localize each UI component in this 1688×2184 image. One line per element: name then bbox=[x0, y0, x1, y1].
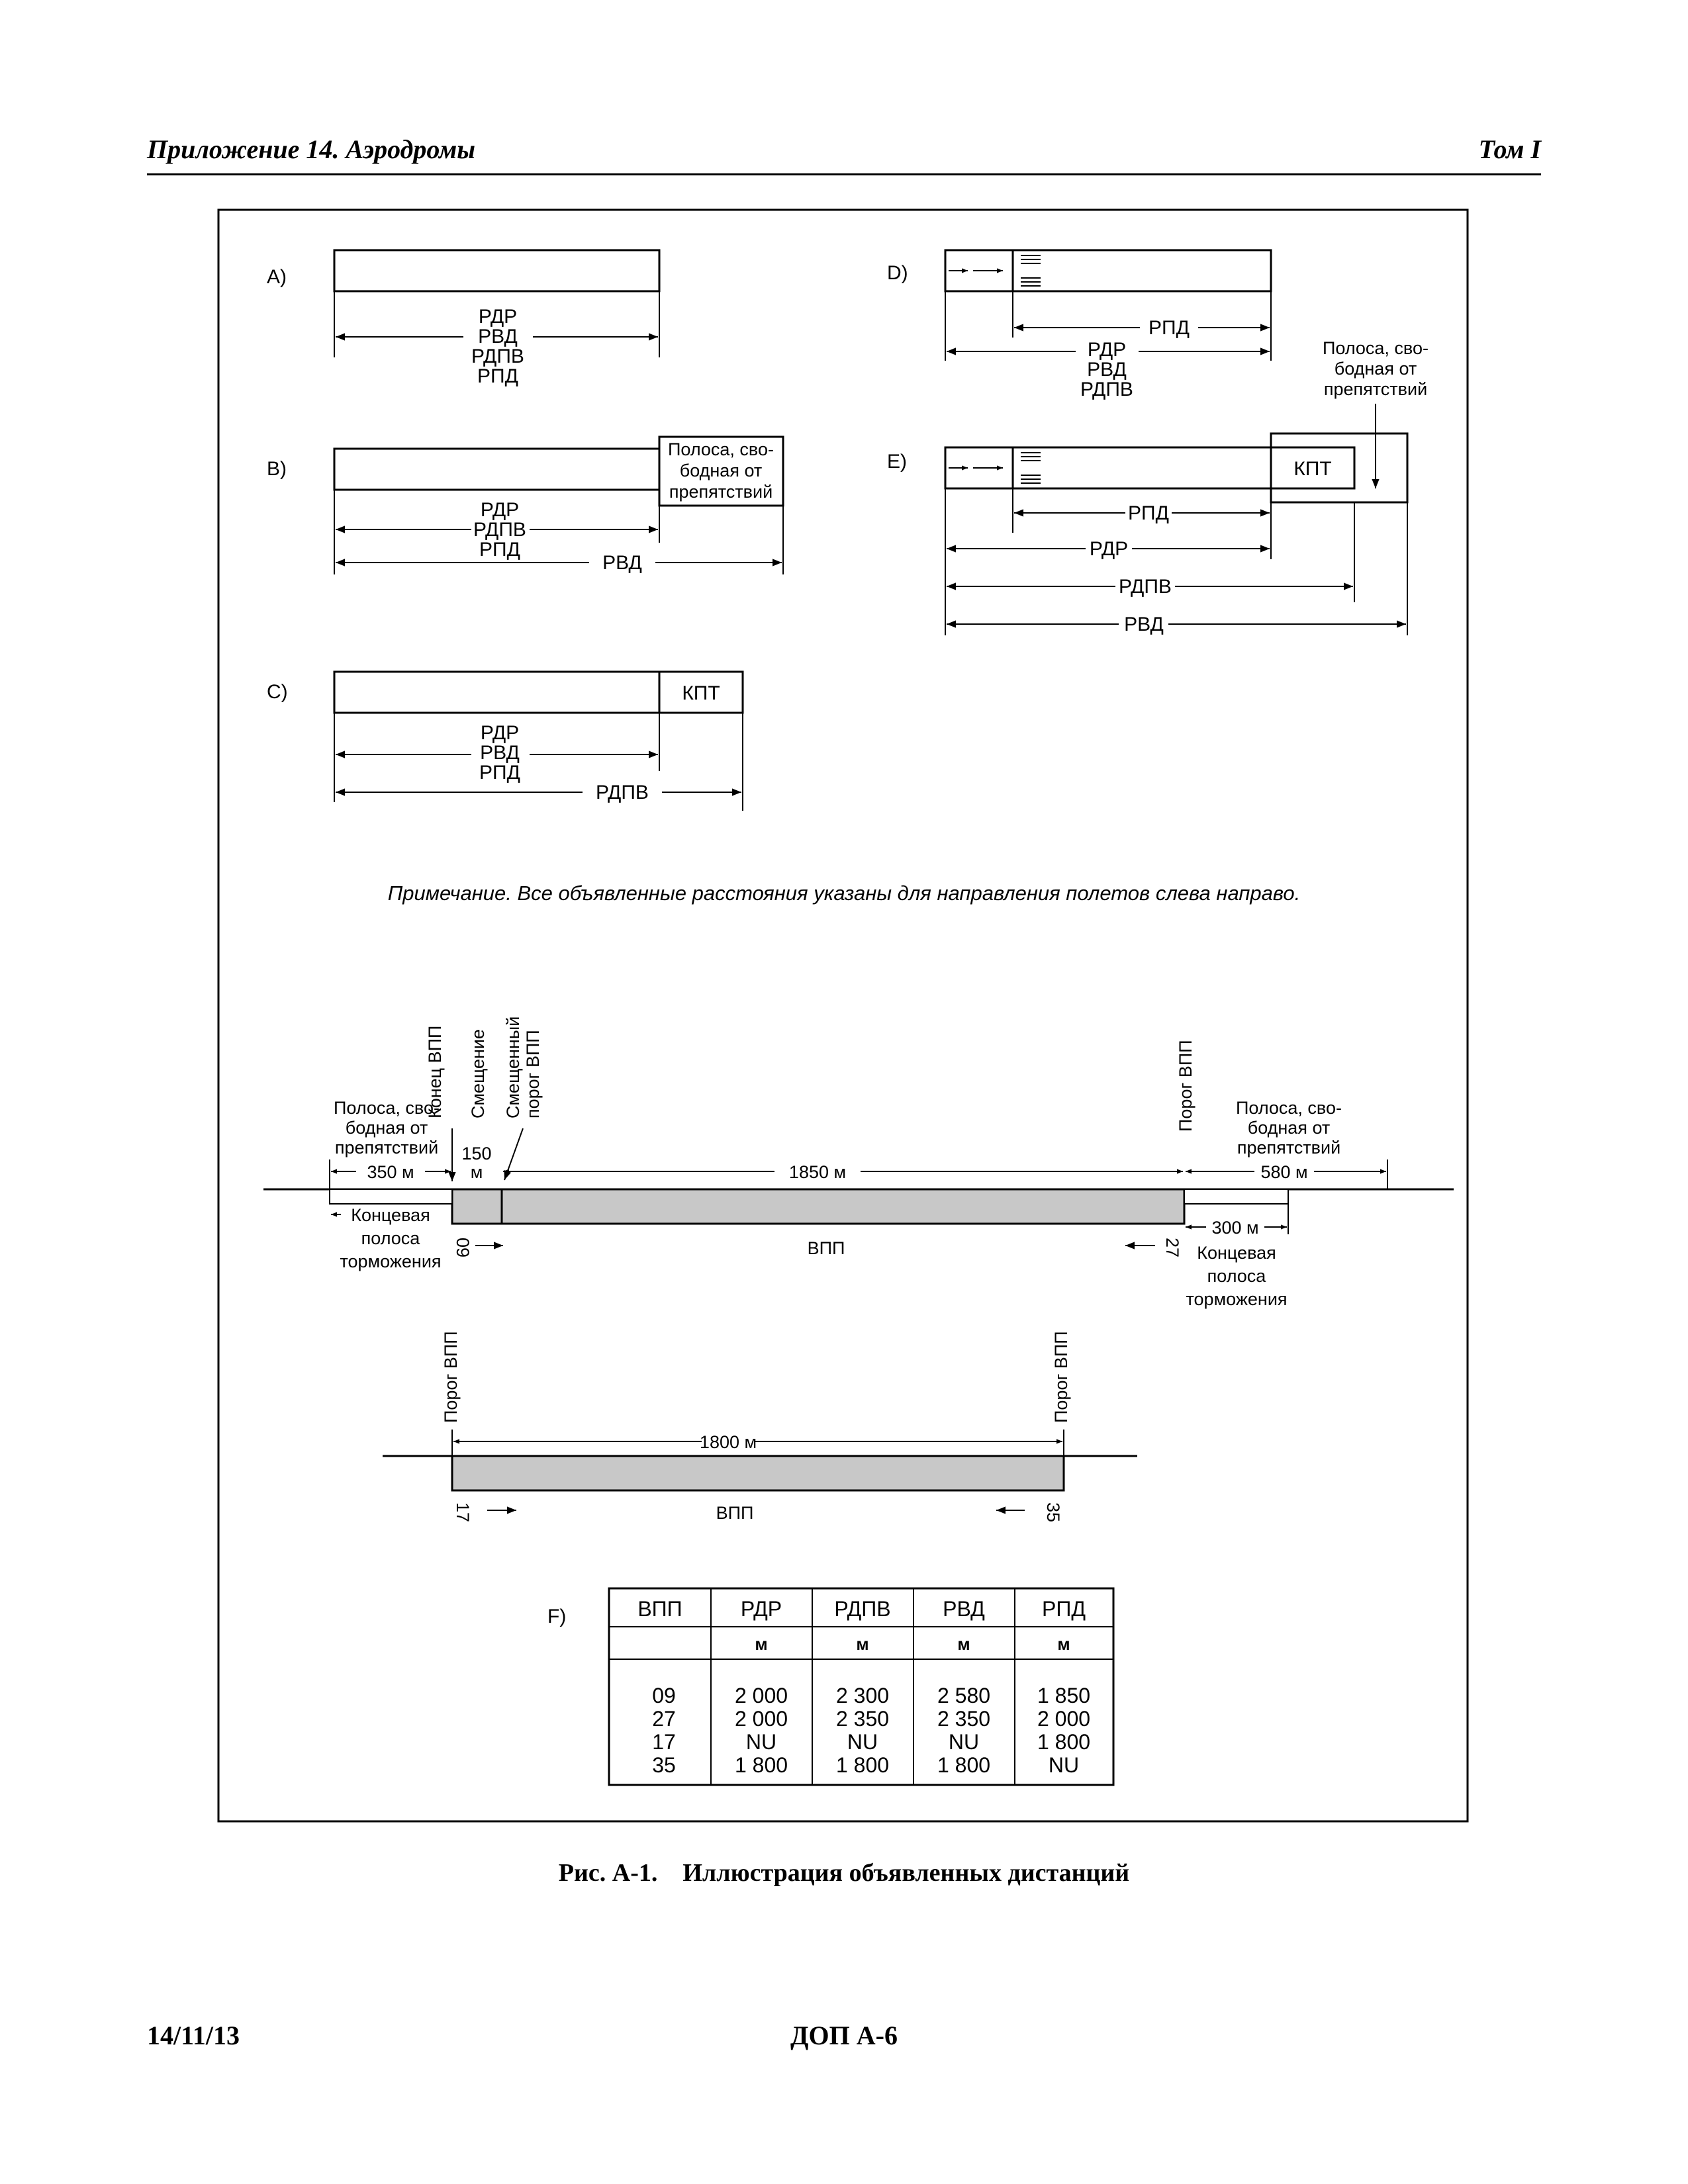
table-cell: 17 bbox=[652, 1730, 676, 1754]
table-cell: 1 800 bbox=[835, 1753, 890, 1777]
declared-distances-table bbox=[547, 1588, 1113, 1785]
panel-a-label: РПД bbox=[477, 365, 518, 387]
figure-note: Примечание. Все объявленные расстояния указаны для направления полетов слева направо. bbox=[387, 882, 1301, 905]
table-cell: 2 350 bbox=[835, 1707, 890, 1731]
table-unit: м bbox=[957, 1634, 970, 1654]
panel-a-label: РДР bbox=[478, 306, 518, 328]
table-header: РДПВ bbox=[834, 1597, 891, 1621]
panel-c bbox=[267, 672, 743, 811]
panel-c-stopway-label: КПТ bbox=[682, 682, 720, 704]
clearway-left-length: 350 м bbox=[367, 1162, 414, 1182]
table-header: РПД bbox=[1041, 1597, 1086, 1621]
table-cell: 1 800 bbox=[1037, 1730, 1091, 1754]
panel-c-label: РВД bbox=[480, 742, 520, 764]
stopway-left-text: Концевая bbox=[351, 1205, 430, 1225]
panel-d-label: РВД bbox=[1087, 359, 1127, 381]
panel-d-letter: D) bbox=[887, 262, 908, 284]
panel-a-label: РДПВ bbox=[471, 345, 524, 367]
table-header: РДР bbox=[740, 1597, 782, 1621]
runway-end-label: Конец ВПП bbox=[425, 1025, 445, 1118]
table-row bbox=[652, 1707, 1090, 1731]
stopway-right-text: полоса bbox=[1207, 1266, 1266, 1286]
runway-09-27-length: 1850 м bbox=[788, 1162, 847, 1182]
panel-d bbox=[887, 250, 1271, 400]
panel-c-rdpv: РДПВ bbox=[596, 782, 649, 803]
footer-date: 14/11/13 bbox=[147, 2021, 240, 2050]
panel-a-letter: A) bbox=[267, 266, 287, 288]
clearway-left-text: Полоса, сво- bbox=[334, 1098, 440, 1118]
panel-c-letter: C) bbox=[267, 681, 288, 703]
panel-b-letter: B) bbox=[267, 458, 287, 480]
panel-e-clearway-text: бодная от bbox=[1334, 359, 1417, 379]
displacement-length: 150 bbox=[461, 1144, 492, 1163]
running-header-title: Приложение 14. Аэродромы bbox=[147, 134, 476, 164]
panel-b-label: РДР bbox=[480, 499, 520, 521]
panel-a-runway bbox=[334, 250, 659, 291]
panel-e bbox=[887, 338, 1429, 635]
runway-09-27-pavement bbox=[452, 1189, 1184, 1224]
panel-e-rvd: РВД bbox=[1124, 614, 1164, 635]
panel-b bbox=[267, 437, 783, 574]
panel-d-label: РДР bbox=[1087, 339, 1127, 361]
stopway-left-text: торможения bbox=[340, 1251, 442, 1271]
panel-b-label: РПД bbox=[479, 539, 520, 561]
table-unit: м bbox=[856, 1634, 869, 1654]
panel-d-label: РДПВ bbox=[1080, 379, 1133, 400]
threshold-right-label: Порог ВПП bbox=[1176, 1040, 1196, 1132]
table-row bbox=[652, 1730, 1090, 1754]
clearway-left-text: бодная от bbox=[345, 1118, 428, 1138]
displacement-label: Смещение bbox=[468, 1028, 488, 1118]
table-cell: 2 000 bbox=[1037, 1707, 1091, 1731]
panel-e-clearway-text: Полоса, сво- bbox=[1323, 338, 1429, 358]
panel-d-rpd: РПД bbox=[1149, 317, 1190, 339]
panel-e-stopway-label: КПТ bbox=[1293, 458, 1332, 480]
displaced-threshold-label: Смещенный bbox=[503, 1016, 523, 1118]
panel-e-letter: E) bbox=[887, 451, 907, 473]
table-unit: м bbox=[755, 1634, 768, 1654]
runway-09-27-diagram bbox=[263, 1017, 1454, 1309]
threshold-right-label: Порог ВПП bbox=[1051, 1331, 1071, 1423]
panel-c-label: РПД bbox=[479, 762, 520, 784]
panel-a bbox=[267, 250, 659, 387]
figure-caption: Рис. А-1. Иллюстрация объявленных дистанций bbox=[558, 1859, 1130, 1887]
panel-b-label: РДПВ bbox=[473, 519, 526, 541]
panel-b-clearway-text: Полоса, сво- bbox=[668, 439, 774, 459]
stopway-right-text: Концевая bbox=[1197, 1243, 1276, 1263]
clearway-right-length: 580 м bbox=[1260, 1162, 1308, 1182]
stopway-right bbox=[1184, 1189, 1288, 1204]
table-cell: 2 000 bbox=[734, 1684, 788, 1707]
table-cell: 1 850 bbox=[1037, 1684, 1091, 1707]
table-cell: 2 580 bbox=[937, 1684, 991, 1707]
stopway-left bbox=[330, 1189, 452, 1204]
panel-b-clearway-text: бодная от bbox=[679, 461, 763, 480]
table-cell: 09 bbox=[652, 1684, 676, 1707]
clearway-right-text: бодная от bbox=[1247, 1118, 1331, 1138]
table-letter: F) bbox=[547, 1606, 567, 1627]
displacement-length: м bbox=[470, 1162, 483, 1182]
runway-designator-27: 27 bbox=[1162, 1238, 1182, 1258]
table-header: РВД bbox=[943, 1597, 985, 1621]
clearway-right-text: Полоса, сво- bbox=[1236, 1098, 1342, 1118]
table-cell: 35 bbox=[652, 1753, 676, 1777]
threshold-left-label: Порог ВПП bbox=[441, 1331, 461, 1423]
runway-09-27-label: ВПП bbox=[807, 1238, 845, 1258]
runway-designator-09: 09 bbox=[453, 1238, 473, 1258]
table-cell: 1 800 bbox=[937, 1753, 991, 1777]
panel-a-label: РВД bbox=[478, 326, 518, 347]
panel-e-rpd: РПД bbox=[1128, 502, 1169, 524]
runway-17-35-diagram bbox=[383, 1331, 1137, 1523]
runway-17-35-pavement bbox=[452, 1456, 1064, 1490]
panel-e-rdpv: РДПВ bbox=[1119, 576, 1172, 598]
displaced-threshold-label: порог ВПП bbox=[523, 1030, 543, 1118]
table-cell: NU bbox=[1048, 1753, 1080, 1777]
panel-c-runway bbox=[334, 672, 659, 713]
table-cell: 27 bbox=[652, 1707, 676, 1731]
table-cell: NU bbox=[847, 1730, 878, 1754]
table-cell: 2 000 bbox=[734, 1707, 788, 1731]
stopway-right-length: 300 м bbox=[1211, 1218, 1259, 1238]
runway-17-35-label: ВПП bbox=[716, 1503, 754, 1523]
panel-e-clearway-text: препятствий bbox=[1323, 379, 1428, 399]
stopway-right-text: торможения bbox=[1186, 1289, 1288, 1309]
table-row bbox=[652, 1684, 1090, 1707]
panel-e-rdr: РДР bbox=[1089, 538, 1129, 560]
footer-page-number: ДОП А-6 bbox=[790, 2021, 898, 2050]
table-cell: 2 350 bbox=[937, 1707, 991, 1731]
runway-designator-17: 17 bbox=[453, 1502, 473, 1523]
runway-17-35-length: 1800 м bbox=[699, 1432, 757, 1452]
table-unit: м bbox=[1057, 1634, 1070, 1654]
running-header-volume: Том I bbox=[1478, 134, 1541, 164]
panel-b-runway bbox=[334, 449, 659, 490]
stopway-left-text: полоса bbox=[361, 1228, 420, 1248]
table-header: ВПП bbox=[637, 1597, 682, 1621]
table-cell: 1 800 bbox=[734, 1753, 788, 1777]
table-cell: 2 300 bbox=[835, 1684, 890, 1707]
displaced-threshold-pointer bbox=[504, 1128, 523, 1180]
panel-b-clearway-text: препятствий bbox=[669, 482, 773, 502]
table-cell: NU bbox=[948, 1730, 980, 1754]
clearway-left-text: препятствий bbox=[334, 1138, 439, 1158]
clearway-right-text: препятствий bbox=[1237, 1138, 1341, 1158]
table-cell: NU bbox=[745, 1730, 777, 1754]
panel-b-rvd: РВД bbox=[602, 552, 642, 574]
panel-c-label: РДР bbox=[480, 722, 520, 744]
runway-designator-35: 35 bbox=[1043, 1502, 1063, 1523]
